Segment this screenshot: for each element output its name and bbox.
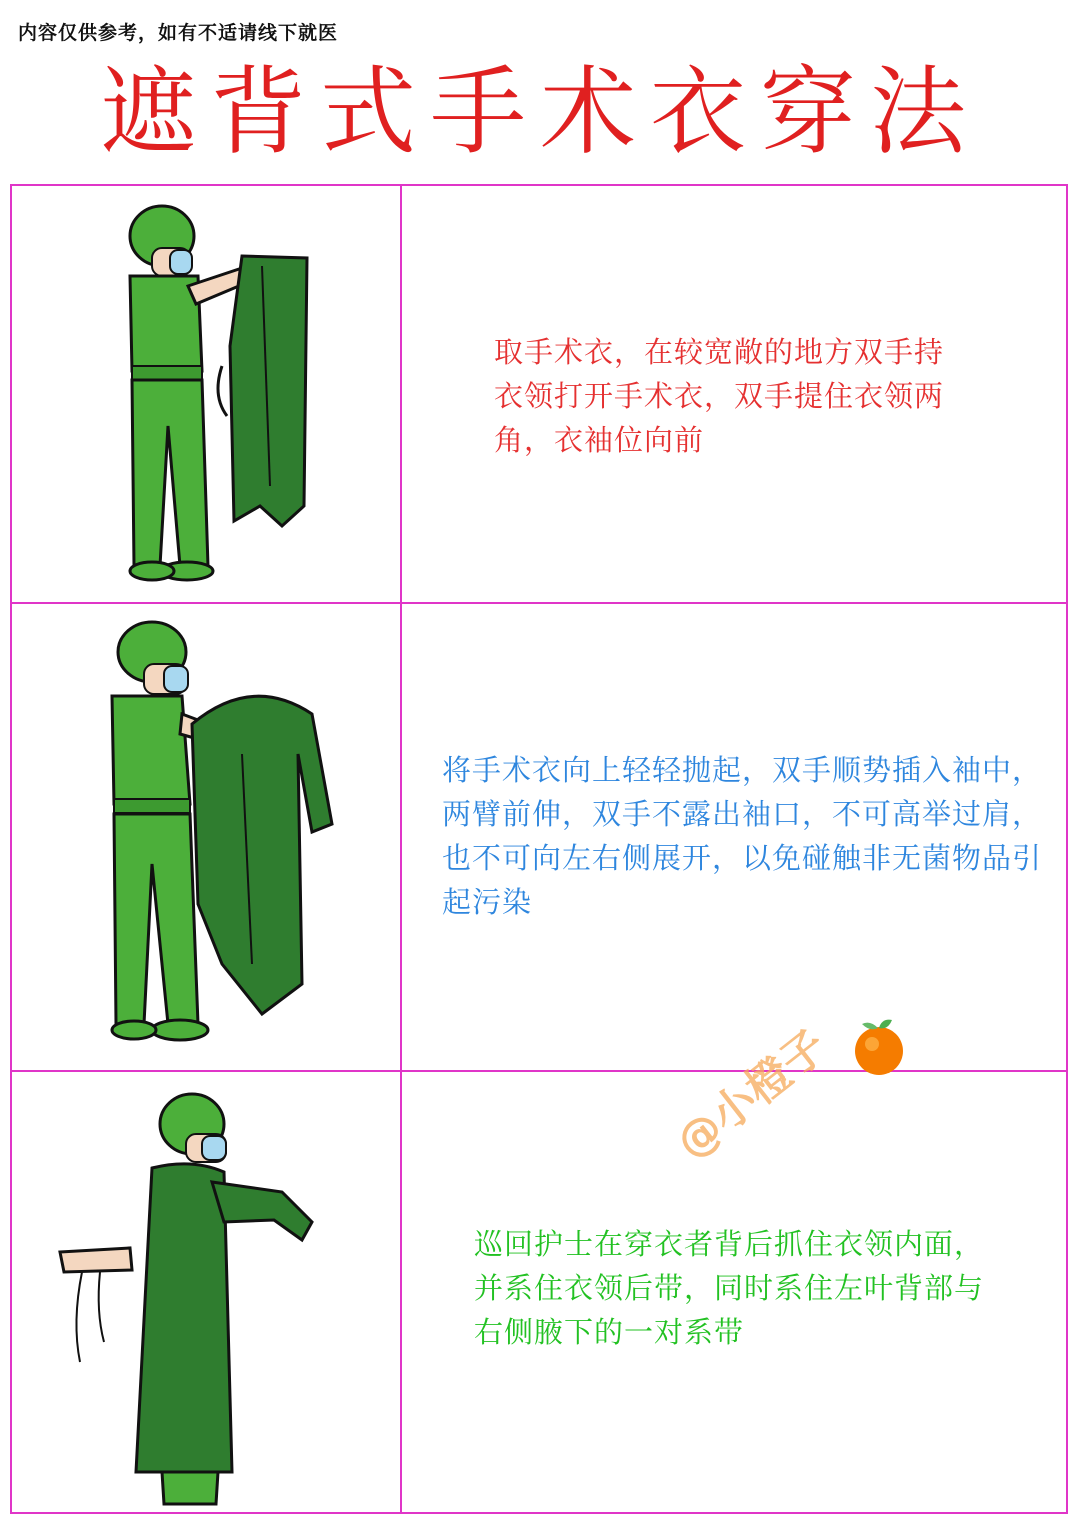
step-1-text: 取手术衣，在较宽敞的地方双手持衣领打开手术衣，双手提住衣领两角，衣袖位向前: [494, 335, 945, 457]
step-3-illustration: [12, 1072, 402, 1512]
step-row-2: [12, 602, 1066, 1070]
orange-icon: [852, 1016, 906, 1078]
step-1-illustration: [12, 186, 402, 602]
step-1-text-cell: [404, 186, 1066, 602]
disclaimer: 内容仅供参考，如有不适请线下就医: [18, 22, 339, 44]
watermark: @小橙子: [666, 1020, 837, 1169]
step-2-text: 将手术衣向上轻轻抛起，双手顺势插入袖中，两臂前伸，双手不露出袖口，不可高举过肩，也不可向左右侧展开，以免碰触非无菌物品引起污染: [442, 753, 1043, 919]
page-title: 遮背式手术衣穿法: [100, 56, 980, 168]
steps-grid: [10, 184, 1068, 1514]
step-row-3: [12, 1070, 1066, 1512]
step-3-text: 巡回护士在穿衣者背后抓住衣领内面，并系住衣领后带，同时系住左叶背部与右侧腋下的一对系带: [474, 1227, 985, 1349]
step-row-1: [12, 186, 1066, 602]
step-2-text-cell: [404, 604, 1066, 1070]
step-2-illustration: [12, 604, 402, 1070]
